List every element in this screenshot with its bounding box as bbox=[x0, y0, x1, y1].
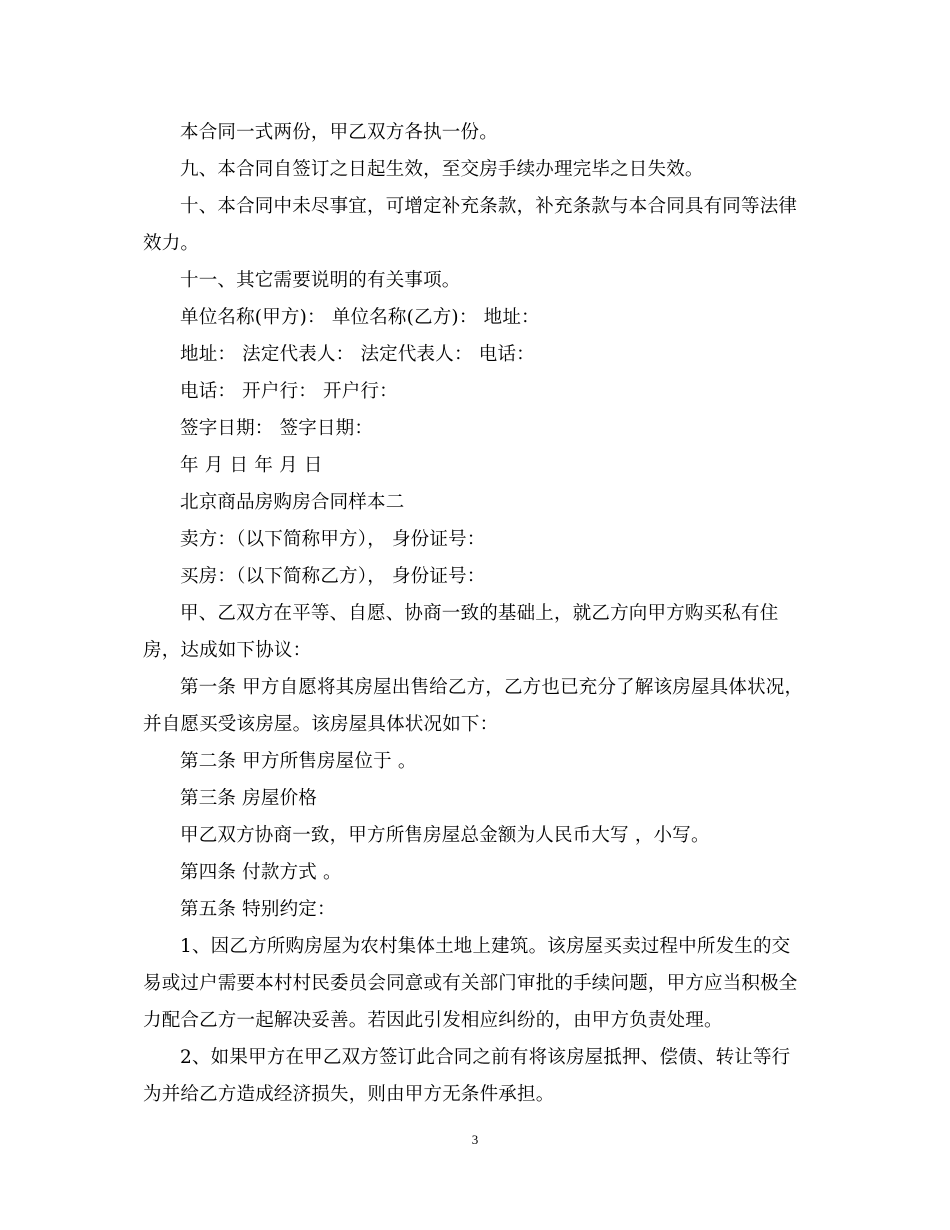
paragraph: 甲、乙双方在平等、自愿、协商一致的基础上，就乙方向甲方购买私有住房，达成如下协议： bbox=[143, 603, 779, 661]
paragraph: 2、如果甲方在甲乙双方签订此合同之前有将该房屋抵押、偿债、转让等行为并给乙方造成经济损失，则由甲方无条件承担。 bbox=[143, 1047, 791, 1105]
paragraph: 本合同一式两份，甲乙双方各执一份。 bbox=[180, 122, 498, 143]
paragraph: 第三条 房屋价格 bbox=[180, 788, 317, 809]
paragraph: 卖方：（以下简称甲方）， 身份证号： bbox=[180, 529, 486, 550]
paragraph: 第四条 付款方式 。 bbox=[180, 862, 342, 883]
paragraph: 年 月 日 年 月 日 bbox=[180, 455, 323, 476]
paragraph: 地址： 法定代表人： 法定代表人： 电话： bbox=[180, 344, 535, 365]
page-number: 3 bbox=[471, 1132, 479, 1147]
paragraph: 十、本合同中未尽事宜，可增定补充条款，补充条款与本合同具有同等法律效力。 bbox=[143, 196, 798, 254]
paragraph: 第五条 特别约定： bbox=[180, 899, 336, 920]
paragraph: 买房：（以下简称乙方）， 身份证号： bbox=[180, 566, 486, 587]
paragraph: 1、因乙方所购房屋为农村集体土地上建筑。该房屋买卖过程中所发生的交易或过户需要本村村民委员会同意或有关部门审批的手续问题，甲方应当积极全力配合乙方一起解决妥善。若因此引发相应纠纷的，由甲方负责处理。 bbox=[143, 936, 798, 1031]
paragraph: 电话： 开户行： 开户行： bbox=[180, 381, 398, 402]
paragraph: 单位名称(甲方)： 单位名称(乙方)： 地址： bbox=[180, 307, 540, 328]
paragraph: 第二条 甲方所售房屋位于 。 bbox=[180, 751, 417, 772]
paragraph: 九、本合同自签订之日起生效，至交房手续办理完毕之日失效。 bbox=[180, 159, 704, 180]
section-title: 北京商品房购房合同样本二 bbox=[180, 492, 405, 513]
paragraph: 第一条 甲方自愿将其房屋出售给乙方，乙方也已充分了解该房屋具体状况，并自愿买受该房屋。该房屋具体状况如下： bbox=[143, 677, 804, 735]
document-body bbox=[143, 114, 807, 1113]
paragraph: 甲乙双方协商一致，甲方所售房屋总金额为人民币大写 ，小写。 bbox=[180, 825, 710, 846]
paragraph: 签字日期： 签字日期： bbox=[180, 418, 374, 439]
paragraph: 十一、其它需要说明的有关事项。 bbox=[180, 270, 461, 291]
